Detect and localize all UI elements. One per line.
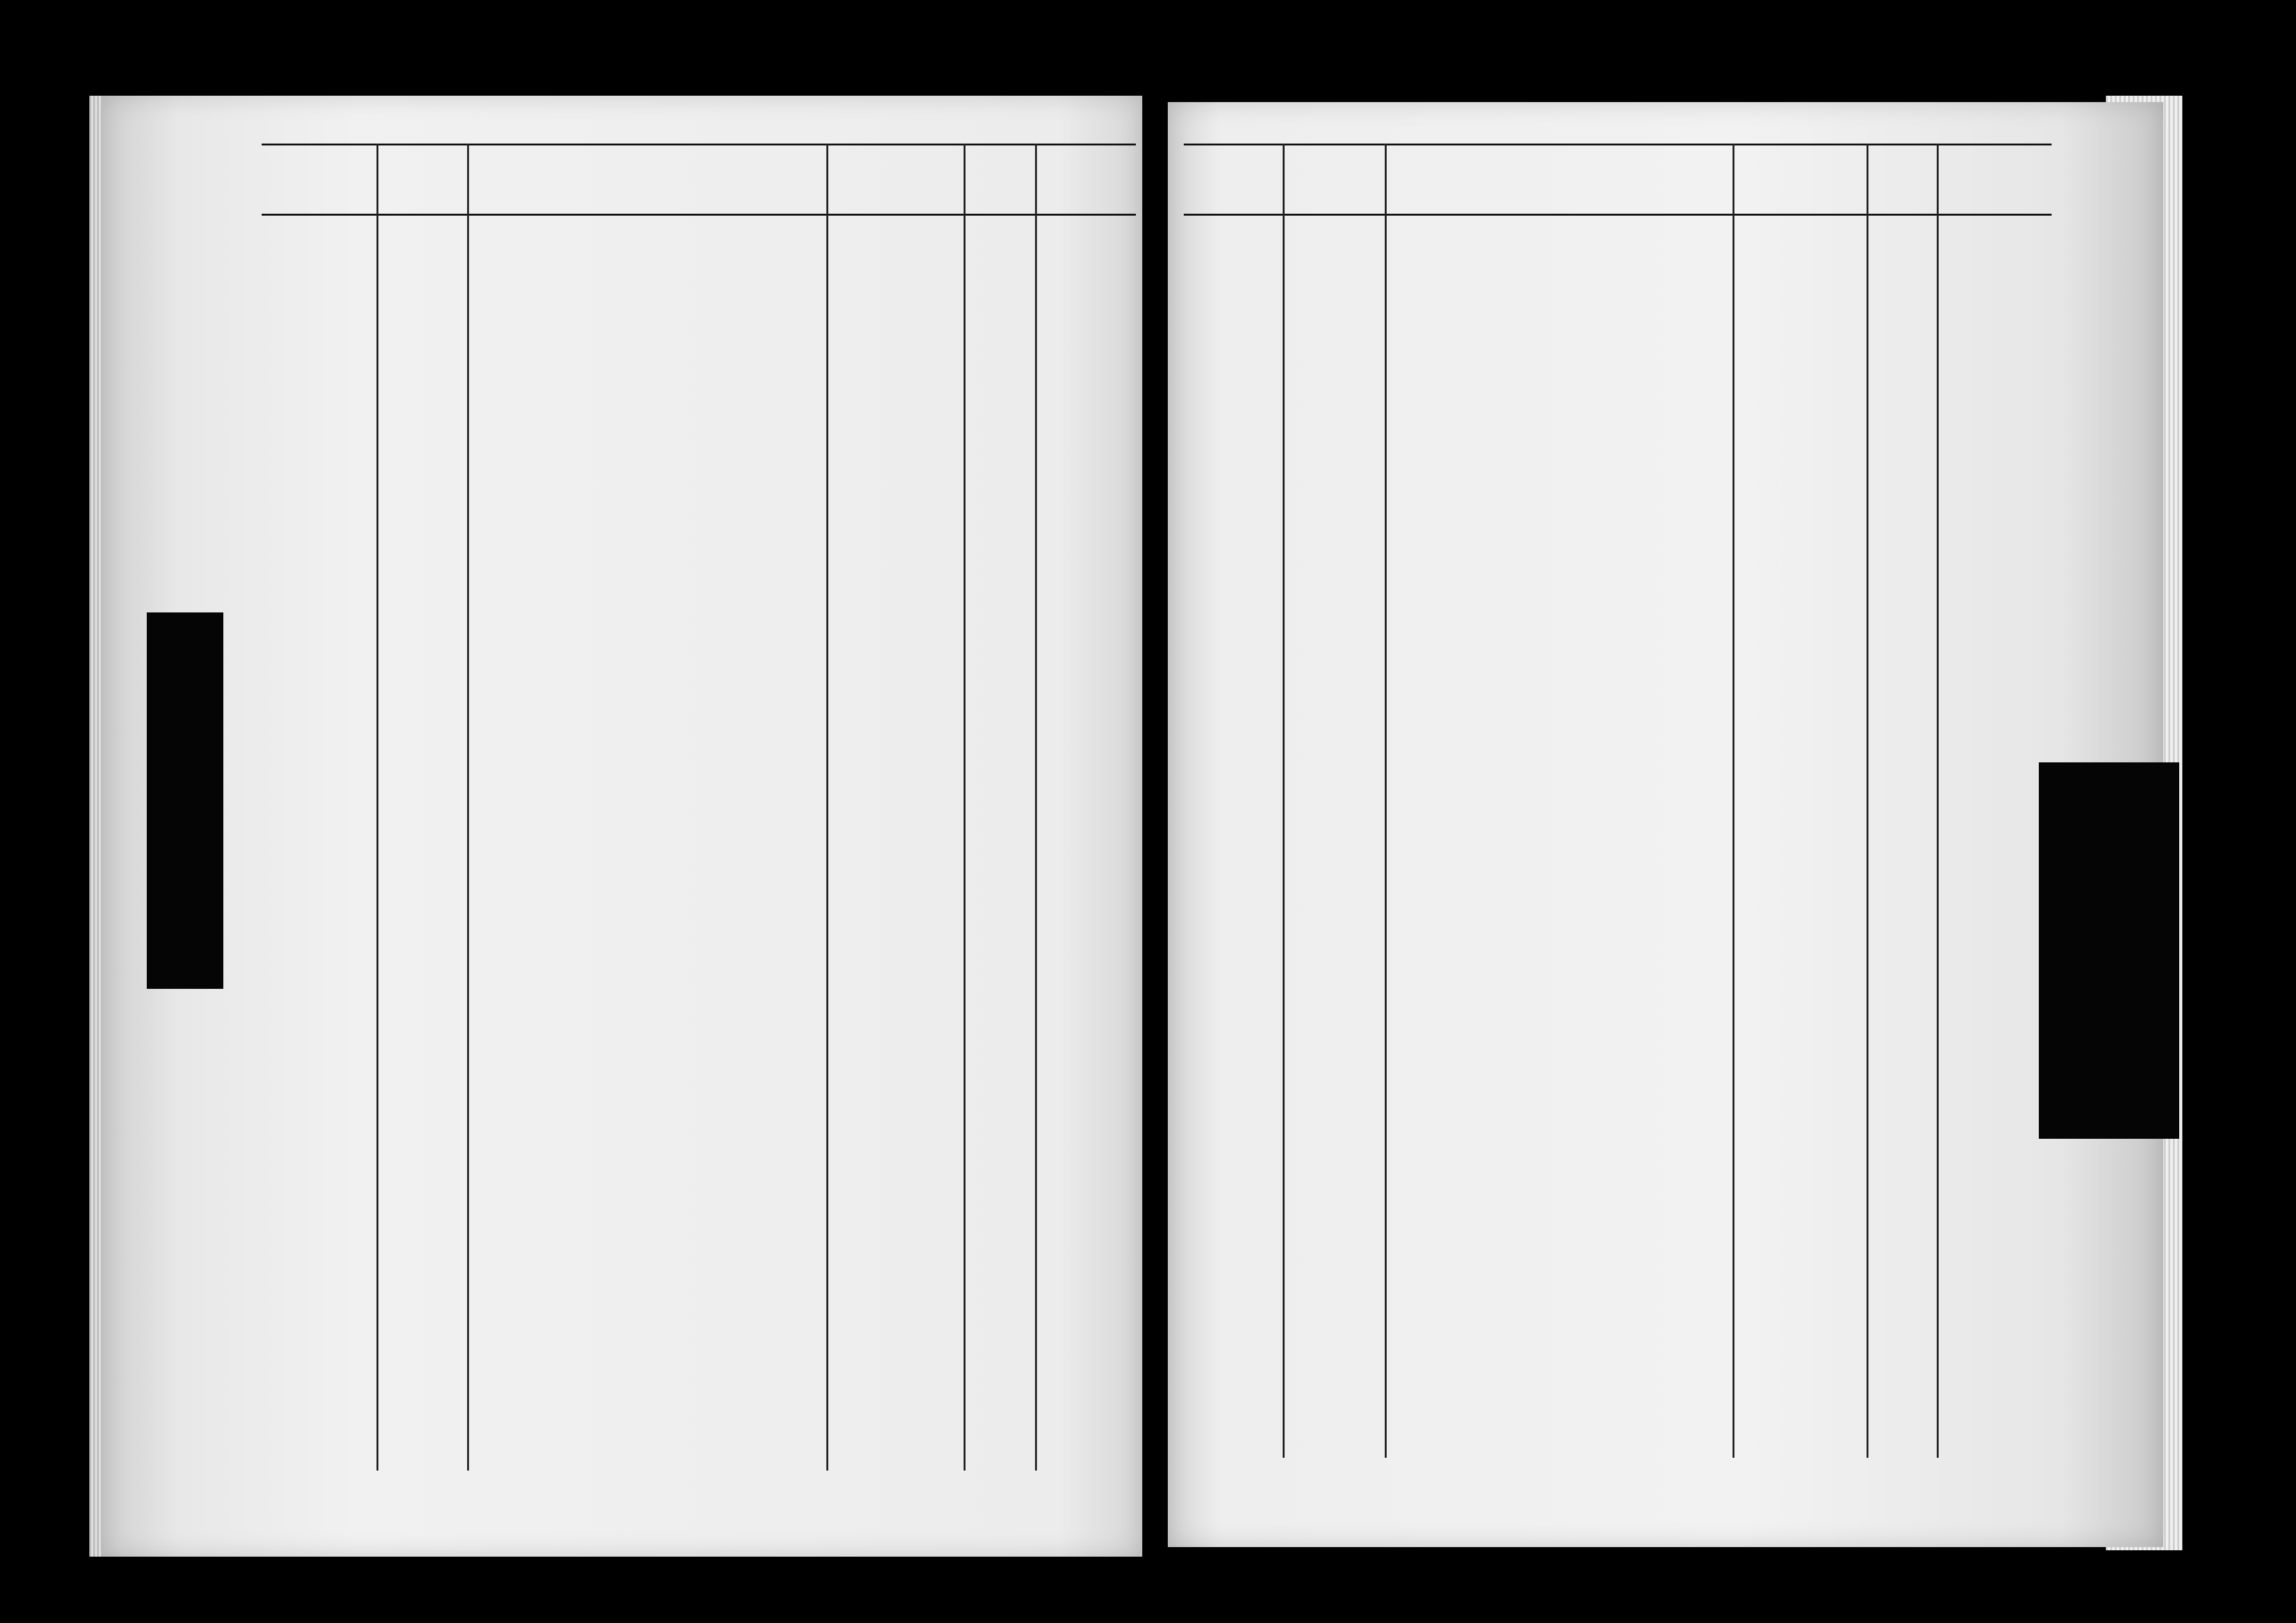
- left-page: [102, 96, 1142, 1557]
- right-page: [1168, 102, 2163, 1547]
- left-black-tab: [147, 612, 223, 989]
- right-col-line: [1283, 144, 1285, 1458]
- left-header-bottom-rule: [262, 214, 1136, 216]
- right-header-bottom-rule: [1184, 214, 2052, 216]
- right-black-tab: [2039, 762, 2179, 1139]
- left-col-line: [964, 144, 965, 1471]
- left-col-line: [1035, 144, 1037, 1471]
- left-col-line: [826, 144, 828, 1471]
- left-col-line: [467, 144, 469, 1471]
- right-col-line: [1733, 144, 1734, 1458]
- left-col-line: [376, 144, 378, 1471]
- right-col-line: [1867, 144, 1868, 1458]
- right-col-line: [1385, 144, 1387, 1458]
- right-col-line: [1937, 144, 1939, 1458]
- left-header-top-rule: [262, 144, 1136, 145]
- right-header-top-rule: [1184, 144, 2052, 145]
